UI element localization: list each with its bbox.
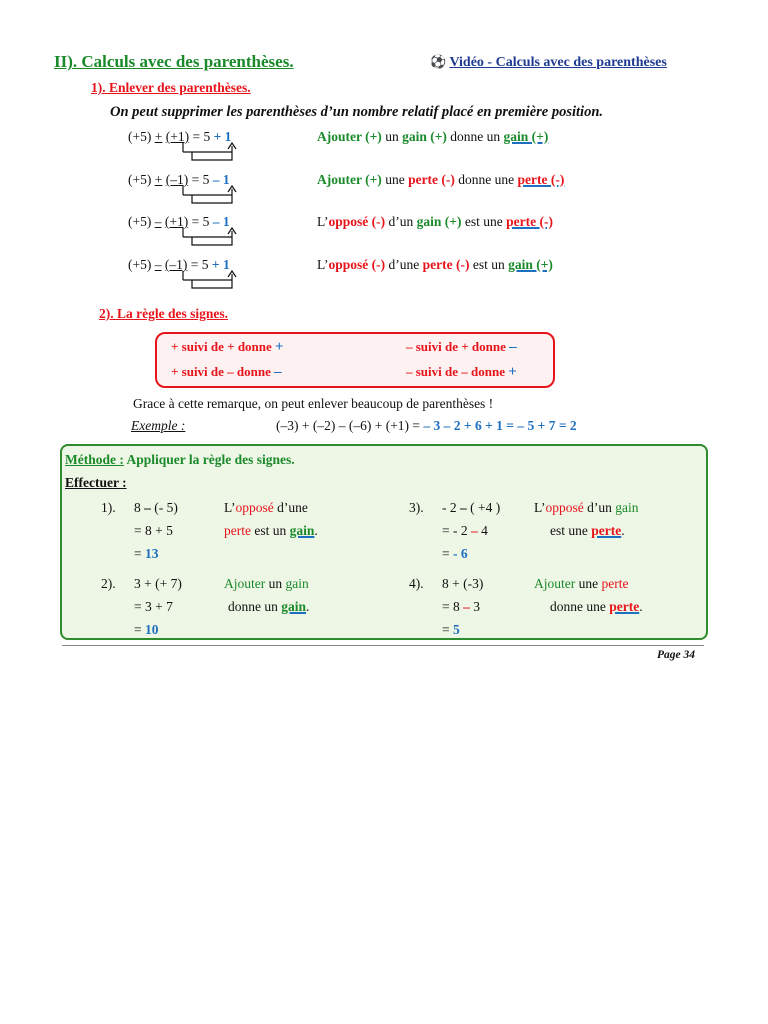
exercise-explanation: L’opposé d’une — [224, 500, 308, 515]
connector-arrow-icon — [180, 226, 250, 248]
page-number: Page 34 — [657, 649, 696, 661]
exercise-line: 8 – (- 5) — [134, 500, 178, 515]
example-label: Exemple : — [131, 418, 186, 433]
section-title: II). Calculs avec des parenthèses. — [54, 52, 294, 71]
exercise-explanation: L’opposé d’un gain — [534, 500, 639, 515]
exercise-result: = - 6 — [442, 546, 468, 561]
rule-text: L’opposé (-) d’un gain (+) est une perte (-) — [317, 214, 553, 229]
method-box — [60, 444, 708, 640]
exercise-number: 2). — [101, 576, 116, 591]
intro-text: On peut supprimer les parenthèses d’un nombre relatif placé en première position. — [110, 104, 604, 120]
exercise-line: = 8 – 3 — [442, 599, 480, 614]
example-calculation: (–3) + (–2) – (–6) + (+1) = – 3 – 2 + 6 + 1 = – 5 + 7 = 2 — [276, 418, 577, 433]
sign-rule: + suivi de – donne – — [171, 364, 282, 380]
subsection-heading-2: 2). La règle des signes. — [99, 306, 228, 321]
sign-rule: – suivi de + donne – — [406, 339, 517, 355]
camera-icon: ⚽ — [430, 54, 447, 69]
equation-row: (+5) – (–1) = 5 + 1 — [128, 257, 230, 272]
exercise-number: 3). — [409, 500, 424, 515]
effectuer-label: Effectuer : — [65, 475, 127, 490]
exercise-result: = 13 — [134, 546, 159, 561]
exercise-explanation: Ajouter une perte — [534, 576, 629, 591]
rule-text: L’opposé (-) d’une perte (-) est un gain (+) — [317, 257, 553, 272]
exercise-explanation: donne un gain. — [228, 599, 310, 614]
connector-arrow-icon — [180, 269, 250, 291]
exercise-line: = 8 + 5 — [134, 523, 173, 538]
exercise-line: 3 + (+ 7) — [134, 576, 182, 591]
exercise-explanation: donne une perte. — [550, 599, 643, 614]
equation-row: (+5) + (+1) = 5 + 1 — [128, 129, 232, 144]
exercise-explanation: perte est un gain. — [224, 523, 318, 538]
exercise-line: = 3 + 7 — [134, 599, 173, 614]
exercise-explanation: est une perte. — [550, 523, 625, 538]
exercise-number: 4). — [409, 576, 424, 591]
rule-text: Ajouter (+) un gain (+) donne un gain (+) — [317, 129, 549, 144]
exercise-result: = 10 — [134, 622, 159, 637]
video-link-label: Vidéo - Calculs avec des parenthèses — [449, 55, 667, 70]
exercise-explanation: Ajouter un gain — [224, 576, 309, 591]
exercise-line: = - 2 – 4 — [442, 523, 488, 538]
connector-arrow-icon — [180, 184, 250, 206]
subsection-heading-1: 1). Enlever des parenthèses. — [91, 80, 251, 95]
footer-divider — [62, 645, 704, 646]
exercise-result: = 5 — [442, 622, 460, 637]
exercise-line: 8 + (-3) — [442, 576, 484, 591]
connector-arrow-icon — [180, 141, 250, 163]
sign-rule: – suivi de – donne + — [406, 364, 517, 380]
rule-text: Ajouter (+) une perte (-) donne une perte (-) — [317, 172, 565, 187]
video-link[interactable] — [430, 54, 667, 71]
equation-row: (+5) + (–1) = 5 – 1 — [128, 172, 230, 187]
exercise-line: - 2 – ( +4 ) — [442, 500, 501, 515]
exercise-number: 1). — [101, 500, 116, 515]
equation-row: (+5) – (+1) = 5 – 1 — [128, 214, 230, 229]
sign-rule: + suivi de + donne + — [171, 339, 284, 355]
method-title: Méthode : Appliquer la règle des signes. — [65, 452, 295, 467]
sign-rules-box — [155, 332, 555, 388]
remark-text: Grace à cette remarque, on peut enlever beaucoup de parenthèses ! — [133, 396, 494, 411]
